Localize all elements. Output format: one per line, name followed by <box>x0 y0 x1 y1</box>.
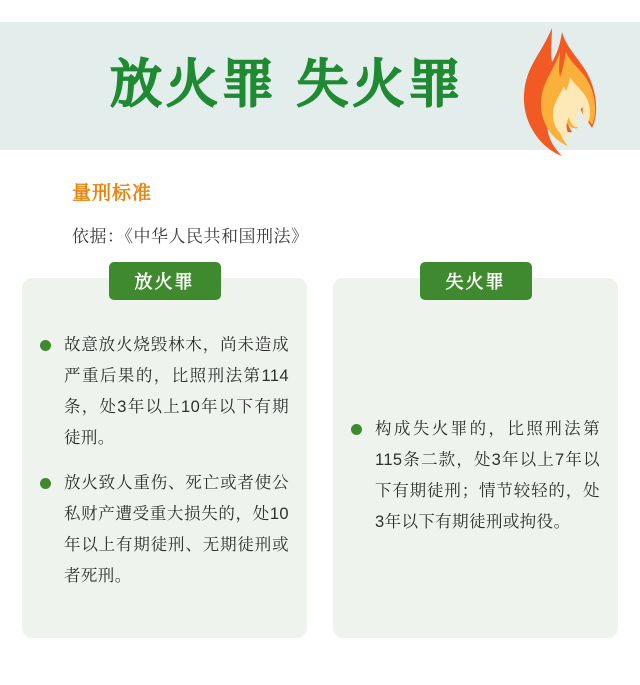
list-item-text: 放火致人重伤、死亡或者使公私财产遭受重大损失的，处10年以上有期徒刑、无期徒刑或者死刑。 <box>64 474 289 585</box>
cards-container <box>22 272 618 638</box>
list-item <box>351 414 600 538</box>
list-item-text: 故意放火烧毁林木，尚未造成严重后果的，比照刑法第114条，处3年以上10年以下有期徒刑。 <box>64 336 289 447</box>
bullet-dot-icon <box>40 340 51 351</box>
list-item <box>40 330 289 454</box>
card-negligent-fire <box>333 272 618 638</box>
bottom-spacer <box>0 663 640 685</box>
flame-icon <box>500 22 620 172</box>
list-item <box>40 468 289 592</box>
bullet-dot-icon <box>351 424 362 435</box>
bullet-list-negligent-fire <box>351 414 600 538</box>
card-arson <box>22 272 307 638</box>
list-item-text: 构成失火罪的，比照刑法第115条二款，处3年以上7年以下有期徒刑；情节较轻的，处3年以下有期徒刑或拘役。 <box>375 420 600 531</box>
section-title: 量刑标准 <box>72 183 153 204</box>
bullet-list-arson <box>40 330 289 592</box>
section-subtitle: 依据：《中华人民共和国刑法》 <box>72 227 309 246</box>
page-title: 放火罪 失火罪 <box>110 56 465 114</box>
bullet-dot-icon <box>40 478 51 489</box>
card-tab-arson: 放火罪 <box>109 262 221 300</box>
card-tab-negligent-fire: 失火罪 <box>420 262 532 300</box>
